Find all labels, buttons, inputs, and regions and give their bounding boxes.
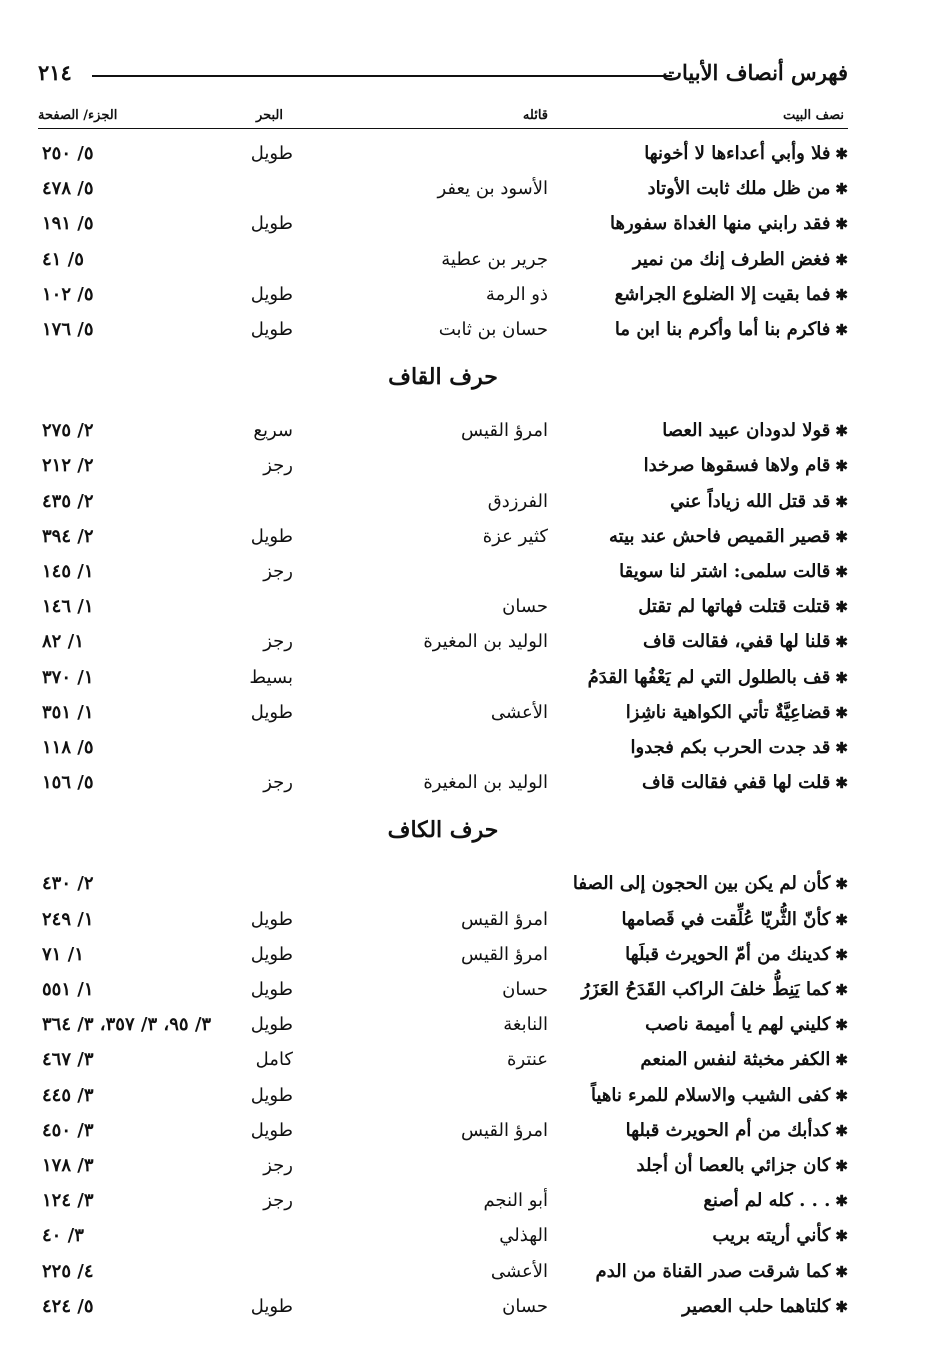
bullet-marker: ✱	[835, 1016, 848, 1035]
volume-page-reference: ٢/ ٢١٢	[42, 455, 94, 477]
verse-half	[670, 491, 848, 512]
index-row	[38, 174, 848, 208]
verse-text: قام ولاها فسقوها صرخدا	[643, 455, 831, 477]
volume-page-reference: ١/ ١٤٥	[42, 561, 94, 582]
verse-half	[712, 1225, 848, 1246]
header-rule	[92, 75, 672, 77]
verse-half	[596, 1261, 848, 1282]
verse-half	[625, 944, 848, 965]
verse-text: فلا وأبي أعداءها لا أخونها	[644, 143, 831, 164]
volume-page-reference: ٤/ ٢٢٥	[42, 1260, 94, 1282]
section-title: حرف القاف	[388, 364, 498, 391]
index-row	[38, 451, 848, 485]
index-row	[38, 416, 848, 450]
poet-name: امرؤ القيس	[461, 943, 548, 965]
verse-half	[703, 1190, 848, 1211]
poet-name: أبو النجم	[483, 1190, 548, 1212]
verse-text: كأنّ الثُّريّا عُلِّقت في قَصامها	[621, 908, 831, 930]
volume-page-reference: ٣/ ٤٦٧	[42, 1049, 94, 1071]
meter-name: طويل	[250, 979, 293, 1000]
index-row	[38, 698, 848, 732]
verse-text: كلتاهما حلب العصير	[682, 1295, 831, 1317]
meter-name: طويل	[250, 1014, 293, 1036]
verse-text: قضاعِيَّةٌ تأتي الكواهية ناشِزا	[625, 701, 831, 723]
page-number: ٢١٤	[38, 60, 72, 85]
verse-text: فقد رابني منها الغداة سفورها	[610, 213, 831, 235]
bullet-marker: ✱	[835, 492, 848, 511]
verse-text: قد قتل الله زياداً عني	[670, 490, 831, 512]
bullet-marker: ✱	[835, 774, 848, 793]
verse-text: كأن لم يكن بين الحجون إلى الصفا	[572, 873, 831, 895]
verse-half	[591, 1085, 848, 1106]
poet-name: كثير عزة	[482, 525, 548, 547]
index-row	[38, 1186, 848, 1220]
index-row	[38, 245, 848, 279]
index-row	[38, 592, 848, 626]
meter-name: رجز	[263, 1155, 293, 1176]
verse-text: قصير القميص فاحش عند بيته	[608, 525, 831, 547]
bullet-marker: ✱	[835, 1262, 848, 1281]
volume-page-reference: ٣/ ٤٠	[42, 1225, 84, 1247]
verse-half	[581, 979, 848, 1000]
verse-half	[633, 249, 848, 270]
verse-half	[644, 143, 848, 164]
verse-text: قد جدت الحرب بكم فجدوا	[630, 737, 831, 758]
meter-name: رجز	[263, 561, 293, 582]
meter-name: طويل	[250, 1084, 293, 1106]
volume-page-reference: ٢/ ٤٣٠	[42, 873, 94, 895]
bullet-marker: ✱	[835, 668, 848, 687]
poet-name: حسان بن ثابت	[438, 319, 548, 340]
verse-text: . . . كله لم أصنع	[703, 1190, 831, 1212]
verse-half	[615, 319, 848, 340]
volume-page-reference: ٥/ ١٥٦	[42, 772, 94, 794]
volume-page-reference: ٥/ ١٩١	[42, 213, 94, 235]
poet-name: الهذلي	[499, 1225, 548, 1247]
volume-page-reference: ٣/ ٤٤٥	[42, 1084, 94, 1106]
meter-name: طويل	[250, 943, 293, 965]
poet-name: الأسود بن يعفر	[437, 178, 548, 200]
bullet-marker: ✱	[835, 285, 848, 304]
meter-name: طويل	[250, 525, 293, 547]
bullet-marker: ✱	[835, 910, 848, 929]
meter-name: كامل	[255, 1049, 293, 1071]
verse-text: كما يَنِطُّ خلفَ الراكب القَدَحُ العَزَرُ	[581, 979, 831, 1000]
page-header	[38, 58, 848, 92]
verse-text: كليني لهم يا أميمة ناصب	[645, 1014, 831, 1036]
verse-half	[622, 909, 848, 930]
section-title: حرف الكاف	[387, 817, 499, 844]
poet-name: حسان	[502, 1295, 548, 1317]
index-row	[38, 1257, 848, 1291]
volume-page-reference: ٢/ ٣٩٤	[42, 525, 94, 547]
meter-name: طويل	[250, 283, 293, 305]
verse-text: كما شرقت صدر القناة من الدم	[595, 1260, 831, 1282]
meter-name: طويل	[250, 1295, 293, 1317]
meter-name: طويل	[250, 319, 293, 340]
volume-page-reference: ٣/ ١٢٤	[42, 1190, 94, 1212]
bullet-marker: ✱	[835, 1157, 848, 1175]
index-row	[38, 627, 848, 661]
verse-half	[588, 667, 848, 688]
meter-name: رجز	[263, 772, 293, 794]
verse-half	[609, 526, 848, 547]
volume-page-reference: ١/ ١٤٦	[42, 596, 94, 618]
verse-half	[640, 1049, 848, 1070]
volume-page-reference: ١/ ٨٢	[42, 631, 84, 653]
verse-half	[626, 702, 848, 723]
bullet-marker: ✱	[835, 321, 848, 339]
bullet-marker: ✱	[835, 1086, 848, 1105]
verse-half	[615, 284, 848, 305]
volume-page-reference: ١/ ٣٥١	[42, 701, 94, 723]
bullet-marker: ✱	[835, 563, 848, 581]
bullet-marker: ✱	[835, 739, 848, 757]
bullet-marker: ✱	[835, 180, 848, 199]
volume-page-reference: ١/ ٢٤٩	[42, 908, 94, 930]
verse-text: كأني أريته بريب	[712, 1225, 831, 1247]
poet-name: امرؤ القيس	[461, 420, 548, 442]
bullet-marker: ✱	[835, 981, 848, 999]
bullet-marker: ✱	[835, 215, 848, 234]
index-row	[38, 733, 848, 767]
meter-name: رجز	[263, 1190, 293, 1212]
poet-name: امرؤ القيس	[461, 1119, 548, 1141]
volume-page-reference: ٥/ ٤٢٤	[42, 1295, 94, 1317]
index-row	[38, 522, 848, 556]
bullet-marker: ✱	[835, 875, 848, 894]
verse-text: الكفر مخبثة لنفس المنعم	[640, 1049, 831, 1071]
bullet-marker: ✱	[835, 422, 848, 441]
volume-page-reference: ٥/ ١٧٦	[42, 319, 94, 340]
poet-name: ذو الرمة	[485, 283, 548, 305]
bullet-marker: ✱	[835, 1192, 848, 1211]
meter-name: رجز	[263, 455, 293, 477]
index-row	[38, 1151, 848, 1185]
volume-page-reference: ٣/ ١٧٨	[42, 1155, 94, 1176]
volume-page-reference: ٢/ ٤٣٥	[42, 490, 94, 512]
verse-half	[645, 1014, 848, 1035]
bullet-marker: ✱	[835, 633, 848, 652]
volume-page-reference: ٥/ ٤١	[42, 248, 84, 270]
verse-half	[610, 213, 848, 234]
poet-name: الأعشى	[490, 1260, 548, 1282]
poet-name: الأعشى	[490, 701, 548, 723]
volume-page-reference: ٣/ ٤٥٠	[42, 1119, 94, 1141]
index-row	[38, 1116, 848, 1150]
verse-text: فغض الطرف إنك من نمير	[632, 248, 831, 270]
verse-text: كدأبك من أم الحويرث قبلها	[625, 1119, 831, 1141]
verse-text: فما بقيت إلا الضلوع الجراشع	[614, 283, 831, 305]
index-row	[38, 940, 848, 974]
poet-name: عنترة	[507, 1049, 548, 1071]
verse-half	[642, 772, 848, 793]
volume-page-reference: ٥/ ١١٨	[42, 737, 94, 758]
index-row	[38, 1010, 848, 1044]
bullet-marker: ✱	[835, 1297, 848, 1316]
bullet-marker: ✱	[835, 145, 848, 163]
verse-half	[662, 420, 848, 441]
verse-half	[631, 737, 849, 758]
verse-text: قلنا لها قفي، فقالت قاف	[642, 631, 831, 653]
index-row	[38, 487, 848, 521]
meter-name: بسيط	[249, 666, 293, 688]
verse-text: قلت لها قفي فقالت قاف	[642, 772, 831, 794]
verse-half	[619, 561, 848, 582]
poet-name: الفرزدق	[487, 490, 548, 512]
bullet-marker: ✱	[835, 457, 848, 476]
verse-text: قالت سلمى: اشتر لنا سويقا	[619, 561, 831, 582]
verse-text: كفى الشيب والاسلام للمرء ناهياً	[590, 1084, 831, 1106]
verse-text: قف بالطلول التي لم يَعْفُها القدَمُ	[587, 666, 831, 688]
column-header-poet: قائله	[522, 108, 548, 123]
verse-half	[638, 596, 848, 617]
index-row	[38, 315, 848, 349]
bullet-marker: ✱	[835, 1227, 848, 1246]
verse-text: قتلت قتلت فهاتها لم تقتل	[638, 596, 831, 618]
verse-text: فاكرم بنا أما وأكرم بنا ابن ما	[614, 319, 831, 340]
verse-half	[648, 178, 848, 199]
verse-half	[637, 1155, 849, 1176]
verse-half	[573, 873, 848, 894]
volume-page-reference: ٥/ ٢٥٠	[42, 143, 94, 164]
index-row	[38, 905, 848, 939]
index-row	[38, 663, 848, 697]
index-row	[38, 1221, 848, 1255]
index-row	[38, 280, 848, 314]
verse-half	[643, 631, 848, 652]
poet-name: الوليد بن المغيرة	[423, 772, 548, 794]
index-row	[38, 557, 848, 591]
meter-name: طويل	[250, 908, 293, 930]
volume-page-reference: ٣/ ٩٥، ٣/ ٣٥٧، ٣/ ٣٦٤	[42, 1014, 212, 1036]
volume-page-reference: ١/ ٧١	[42, 943, 84, 965]
bullet-marker: ✱	[835, 945, 848, 964]
volume-page-reference: ٥/ ٤٧٨	[42, 178, 94, 200]
verse-text: كدينك من أمّ الحويرث قبلَها	[625, 943, 831, 965]
meter-name: رجز	[263, 631, 293, 653]
index-row	[38, 869, 848, 903]
meter-name: طويل	[250, 701, 293, 723]
bullet-marker: ✱	[835, 527, 848, 546]
poet-name: حسان	[502, 596, 548, 618]
meter-name: طويل	[250, 213, 293, 235]
poet-name: جرير بن عطية	[441, 248, 548, 270]
index-row	[38, 1081, 848, 1115]
volume-page-reference: ١/ ٣٧٠	[42, 666, 94, 688]
page-title: فهرس أنصاف الأبيات	[662, 60, 848, 85]
volume-page-reference: ١/ ٥٥١	[42, 979, 94, 1000]
poet-name: الوليد بن المغيرة	[423, 631, 548, 653]
meter-name: طويل	[250, 143, 293, 164]
verse-half	[626, 1120, 848, 1141]
column-header-verse: نصف البيت	[782, 108, 844, 123]
index-row	[38, 975, 848, 1009]
index-row	[38, 1045, 848, 1079]
poet-name: النابغة	[503, 1014, 548, 1036]
column-header-meter: البحر	[255, 108, 283, 123]
index-row	[38, 139, 848, 173]
verse-text: قولا لدودان عبيد العصا	[662, 420, 831, 442]
bullet-marker: ✱	[835, 1121, 848, 1140]
index-row	[38, 209, 848, 243]
verse-half	[644, 455, 848, 476]
index-row	[38, 1292, 848, 1326]
poet-name: حسان	[502, 979, 548, 1000]
volume-page-reference: ٢/ ٢٧٥	[42, 420, 94, 442]
bullet-marker: ✱	[835, 1051, 848, 1070]
column-headers	[38, 108, 848, 130]
column-header-rule	[38, 128, 848, 129]
column-header-reference: الجزء/ الصفحة	[38, 108, 118, 123]
index-row	[38, 768, 848, 802]
bullet-marker: ✱	[835, 250, 848, 269]
poet-name: امرؤ القيس	[461, 908, 548, 930]
volume-page-reference: ٥/ ١٠٢	[42, 283, 94, 305]
meter-name: سريع	[253, 420, 293, 442]
verse-text: كان جزائي بالعصا أن أجلد	[636, 1155, 831, 1176]
verse-half	[682, 1296, 848, 1317]
bullet-marker: ✱	[835, 598, 848, 617]
verse-text: من ظل ملك ثابت الأوتاد	[647, 178, 831, 200]
meter-name: طويل	[250, 1119, 293, 1141]
bullet-marker: ✱	[835, 703, 848, 722]
